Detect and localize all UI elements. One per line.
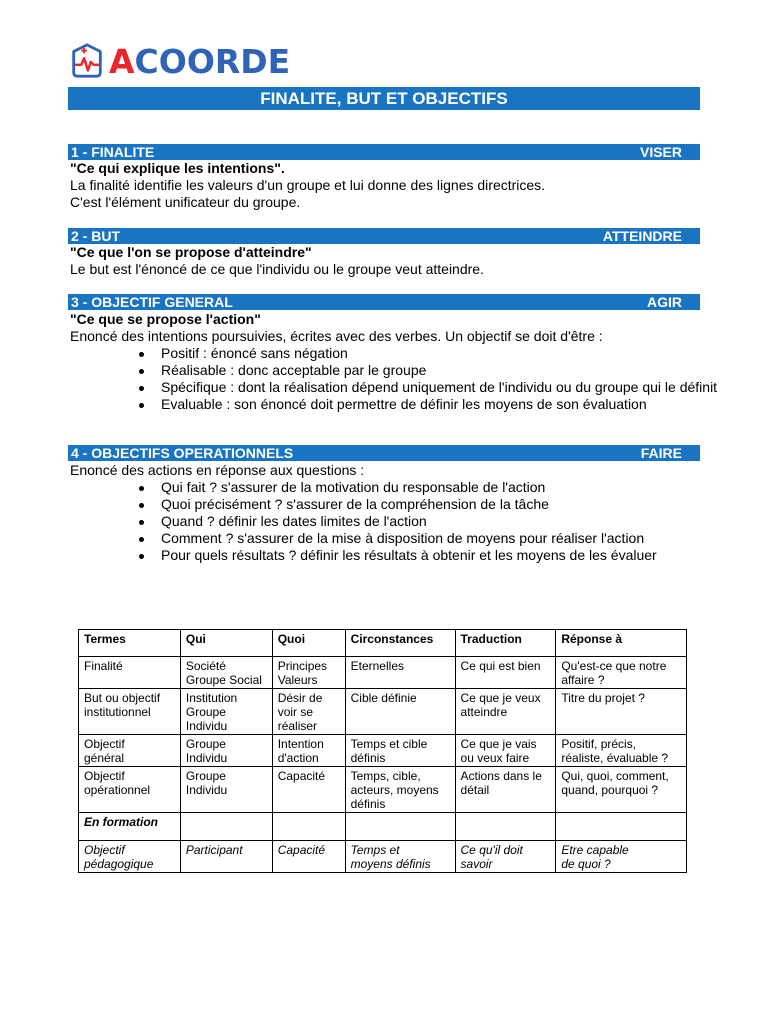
section-label: 1 - FINALITE	[71, 144, 155, 160]
page-title: FINALITE, BUT ET OBJECTIFS	[68, 87, 700, 110]
list-item: Evaluable : son énoncé doit permettre de définir les moyens de son évaluation	[0, 396, 721, 413]
list-item: Quand ? définir les dates limites de l'action	[0, 513, 721, 530]
table-row	[79, 841, 687, 873]
table-cell	[345, 813, 455, 841]
table-cell: Ce qu'il doit savoir	[455, 841, 556, 873]
table-header-cell: Circonstances	[345, 630, 455, 657]
logo-letter-a: A	[109, 41, 135, 81]
section-verb: AGIR	[647, 294, 682, 310]
table-cell: Temps, cible, acteurs, moyens définis	[345, 767, 455, 813]
table-cell: Participant	[180, 841, 272, 873]
list-item: Pour quels résultats ? définir les résultats à obtenir et les moyens de les évaluer	[0, 547, 721, 564]
list-item: Quoi précisément ? s'assurer de la compréhension de la tâche	[0, 496, 721, 513]
table-row	[79, 735, 687, 767]
table-cell: Eternelles	[345, 657, 455, 689]
list-item: Réalisable : donc acceptable par le groupe	[0, 362, 721, 379]
table-cell: Qu'est-ce que notre affaire ?	[556, 657, 687, 689]
logo-heartbeat-icon	[68, 42, 106, 80]
table-cell: Temps et cible définis	[345, 735, 455, 767]
table-cell: Objectif général	[79, 735, 181, 767]
table-cell: Qui, quoi, comment, quand, pourquoi ?	[556, 767, 687, 813]
list-item: Comment ? s'assurer de la mise à disposition de moyens pour réaliser l'action	[0, 530, 721, 547]
table-cell: Cible définie	[345, 689, 455, 735]
section-bar-objectif-general	[68, 294, 700, 310]
table-cell	[180, 813, 272, 841]
summary-table	[78, 629, 687, 873]
table-header-cell: Traduction	[455, 630, 556, 657]
section-verb: ATTEINDRE	[602, 228, 682, 244]
section-text-line: Enoncé des actions en réponse aux questions :	[70, 462, 365, 478]
section-text-line: Le but est l'énoncé de ce que l'individu ou le groupe veut atteindre.	[70, 261, 484, 277]
section-text-line: La finalité identifie les valeurs d'un groupe et lui donne des lignes directrices.	[70, 177, 546, 193]
table-cell: Finalité	[79, 657, 181, 689]
table-cell: Désir de voir se réaliser	[272, 689, 345, 735]
bullet-list	[0, 345, 721, 413]
table-header-cell: Quoi	[272, 630, 345, 657]
section-verb: VISER	[639, 144, 682, 160]
table-cell: Groupe Individu	[180, 767, 272, 813]
table-cell: Etre capable de quoi ?	[556, 841, 687, 873]
table-row	[79, 767, 687, 813]
table-cell: Ce que je veux atteindre	[455, 689, 556, 735]
table-cell: Capacité	[272, 767, 345, 813]
table-cell: Principes Valeurs	[272, 657, 345, 689]
section-verb: FAIRE	[640, 445, 682, 461]
table-cell: Institution Groupe Individu	[180, 689, 272, 735]
section-bar-finalite	[68, 144, 700, 160]
list-item: Spécifique : dont la réalisation dépend uniquement de l'individu ou du groupe qui le définit	[0, 379, 721, 396]
table-header-cell: Qui	[180, 630, 272, 657]
section-quote: "Ce que l'on se propose d'atteindre"	[70, 244, 312, 260]
table-cell: Ce qui est bien	[455, 657, 556, 689]
section-text-line: C'est l'élément unificateur du groupe.	[70, 194, 301, 210]
section-quote: "Ce qui explique les intentions".	[70, 160, 285, 176]
table-cell: Temps et moyens définis	[345, 841, 455, 873]
table-row	[79, 689, 687, 735]
logo-letters-rest: COORDE	[134, 41, 291, 81]
table-cell	[455, 813, 556, 841]
list-item: Qui fait ? s'assurer de la motivation du responsable de l'action	[0, 479, 721, 496]
table-row	[79, 657, 687, 689]
table-cell: Actions dans le détail	[455, 767, 556, 813]
table-cell: Société Groupe Social	[180, 657, 272, 689]
table-header-cell: Réponse à	[556, 630, 687, 657]
section-quote: "Ce que se propose l'action"	[70, 311, 261, 327]
table-header-row	[79, 630, 687, 657]
table-cell: Positif, précis, réaliste, évaluable ?	[556, 735, 687, 767]
section-label: 3 - OBJECTIF GENERAL	[71, 294, 233, 310]
section-bar-objectifs-operationnels	[68, 445, 700, 461]
list-item: Positif : énoncé sans négation	[0, 345, 721, 362]
acoorde-logo	[68, 40, 290, 82]
table-cell: Objectif pédagogique	[79, 841, 181, 873]
table-cell: Ce que je vais ou veux faire	[455, 735, 556, 767]
section-label: 4 - OBJECTIFS OPERATIONNELS	[71, 445, 294, 461]
table-cell: Groupe Individu	[180, 735, 272, 767]
bullet-list	[0, 479, 721, 564]
table-cell: Objectif opérationnel	[79, 767, 181, 813]
table-cell: Capacité	[272, 841, 345, 873]
table-cell: En formation	[79, 813, 181, 841]
table-cell: Titre du projet ?	[556, 689, 687, 735]
table-cell: But ou objectif institutionnel	[79, 689, 181, 735]
section-text-line: Enoncé des intentions poursuivies, écrites avec des verbes. Un objectif se doit d'être :	[70, 328, 603, 344]
logo-wordmark	[109, 41, 291, 81]
section-bar-but	[68, 228, 700, 244]
section-label: 2 - BUT	[71, 228, 120, 244]
table-cell	[272, 813, 345, 841]
table-header-cell: Termes	[79, 630, 181, 657]
table-row	[79, 813, 687, 841]
table-cell	[556, 813, 687, 841]
table-cell: Intention d'action	[272, 735, 345, 767]
